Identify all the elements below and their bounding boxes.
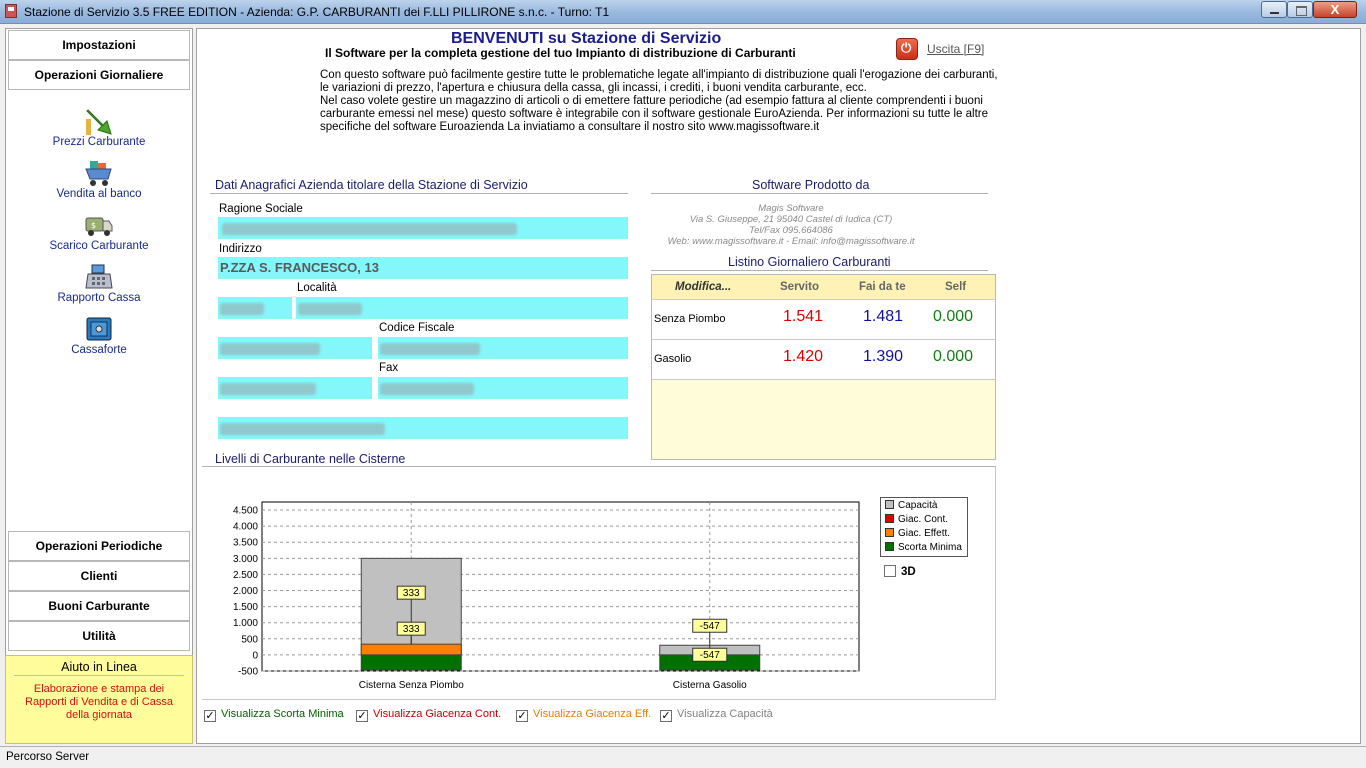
fax-label: Fax [379,362,399,374]
checkbox-3d[interactable] [884,565,916,578]
fuel-name: Senza Piombo [654,313,726,325]
sidebar-item-vendita-al-banco[interactable] [6,159,192,200]
checkbox-label: Visualizza Scorta Minima [221,708,344,720]
sidebar-item-scarico-carburante[interactable] [6,211,192,252]
price-self: 0.000 [933,348,974,365]
legend-label: Giac. Effett. [898,528,951,539]
check-icon: ✓ [205,710,215,722]
legend-swatch [885,500,894,509]
legend-item [885,528,950,540]
close-icon: X [1330,2,1340,17]
cart-icon [84,159,114,187]
checkbox-scorta-minima[interactable] [204,708,344,722]
bar-giacenza-eff [361,644,461,655]
redacted-value [220,383,316,395]
ragione-sociale-field[interactable] [218,217,628,239]
col-self: Self [945,281,967,293]
intro-text: Con questo software può facilmente gestire tutte le problematiche legate all'impianto di distribuzione quali l'erogazione dei carburanti, le variazioni di prezzo, l'apertura e chiusura della cassa, gli incassi, i crediti, i buoni vendita carburante, ecc. Nel caso volete gestire un magazzino di articoli o di emettere fatture periodiche (ad esempio fattura al cliente comprendenti i buoni carburante emessi nel mese) questo software è integrabile con il software gestionale EuroAzienda. Per informazioni su tutte le altre specifiche del software Euroazienda La inviatiamo a consultare il nostro sito www.magissoftware.it [320,69,998,133]
producer-web: Web: www.magissoftware.it - Email: info@magissoftware.it [667,236,915,247]
legend-label: Capacità [898,500,938,511]
data-label: -547 [699,621,720,633]
page-subtitle: Il Software per la completa gestione del tuo Impianto di distribuzione di Carburanti [325,46,796,60]
legend-label: Scorta Minima [898,542,962,553]
modifica-link[interactable]: Modifica... [675,281,732,293]
divider [651,270,988,271]
codice-fiscale-label: Codice Fiscale [379,322,455,334]
legend-item [885,514,948,526]
check-icon: ✓ [517,710,527,722]
redacted-value [298,303,362,315]
y-tick-label: 4.000 [232,521,258,533]
minimize-button[interactable] [1261,1,1287,18]
exit-link[interactable]: Uscita [F9] [927,42,985,56]
chart-legend [880,497,968,557]
redacted-value [220,343,320,355]
price-fai-da-te: 1.390 [863,348,904,365]
data-label: -547 [699,650,720,662]
sidebar-item-label: Vendita al banco [56,188,142,200]
producer-address: Via S. Giuseppe, 21 95040 Castel di Iudica (CT) [689,214,893,225]
plot-area [262,502,859,671]
divider [651,193,988,194]
redacted-value [220,423,385,435]
partita-iva-field[interactable] [218,337,372,359]
help-title: Aiuto in Linea [14,656,184,676]
producer-phone: Tel/Fax 095.664086 [749,225,833,236]
help-panel [5,655,193,744]
sidebar-item-label: Scarico Carburante [49,240,149,252]
category-label: Cisterna Gasolio [672,680,747,691]
check-icon: ✓ [357,710,367,722]
safe-icon [84,315,114,343]
indirizzo-label: Indirizzo [219,243,262,255]
divider [210,193,628,194]
checkbox-label: Visualizza Giacenza Eff. [533,708,652,720]
operazioni-periodiche-button[interactable]: Operazioni Periodiche [8,531,190,561]
data-label: 333 [402,624,420,636]
app-icon [5,4,17,18]
col-servito: Servito [780,281,819,293]
sidebar-item-cassaforte[interactable] [6,315,192,356]
legend-swatch [885,514,894,523]
buoni-carburante-button[interactable]: Buoni Carburante [8,591,190,621]
y-tick-label: 500 [241,634,258,646]
sidebar-item-label: Cassaforte [71,344,127,356]
data-label: 333 [402,588,420,600]
check-icon: ✓ [661,710,671,722]
price-fai-da-te: 1.481 [863,308,904,325]
legend-item [885,542,962,554]
fax-field[interactable] [378,377,628,399]
producer-section-title: Software Prodotto da [752,178,870,192]
truck-icon [84,211,114,239]
status-bar [0,746,1366,768]
legend-label: Giac. Cont. [898,514,949,525]
col-fai-da-te: Fai da te [859,281,906,293]
price-row[interactable] [652,300,995,340]
checkbox-label: 3D [901,566,916,578]
sidebar-item-prezzi-carburante[interactable] [6,107,192,148]
legend-swatch [885,542,894,551]
y-tick-label: 2.000 [232,586,258,598]
company-section-title: Dati Anagrafici Azienda titolare della Stazione di Servizio [215,178,528,192]
redacted-value [222,223,517,235]
page-title: BENVENUTI su Stazione di Servizio [451,30,722,47]
checkbox-box [884,565,896,577]
checkbox-giacenza-cont[interactable] [356,708,501,722]
cap-field[interactable] [218,297,292,319]
indirizzo-field[interactable]: P.ZZA S. FRANCESCO, 13 [218,257,628,279]
ragione-sociale-label: Ragione Sociale [219,203,303,215]
impostazioni-button[interactable]: Impostazioni [8,30,190,60]
price-table-header [652,275,995,300]
svg-text:$: $ [91,221,97,230]
utilita-button[interactable]: Utilità [8,621,190,651]
sidebar-item-label: Rapporto Cassa [57,292,141,304]
prices-section-title: Listino Giornaliero Carburanti [728,255,891,269]
cash-register-icon [84,263,114,291]
legend-item [885,500,937,512]
levels-section-title: Livelli di Carburante nelle Cisterne [215,452,406,466]
y-tick-label: 0 [252,650,258,662]
redacted-value [380,343,480,355]
category-label: Cisterna Senza Piombo [358,680,464,691]
exit-button[interactable] [896,38,918,60]
price-row[interactable] [652,340,995,380]
status-text: Percorso Server [6,751,90,763]
close-button[interactable] [1313,1,1357,18]
operazioni-giornaliere-button[interactable]: Operazioni Giornaliere [8,60,190,90]
email-field[interactable] [218,417,628,439]
redacted-value [380,383,474,395]
sidebar-item-label: Prezzi Carburante [52,136,146,148]
telefono-field[interactable] [218,377,372,399]
redacted-value [220,303,264,315]
codice-fiscale-field[interactable] [378,337,628,359]
price-table [651,274,996,460]
localita-label: Località [297,282,337,294]
window-title: Stazione di Servizio 3.5 FREE EDITION - Azienda: G.P. CARBURANTI dei F.LLI PILLIRONE s.n.c. - Turno: T1 [24,5,610,19]
producer-name: Magis Software [758,203,824,214]
clienti-button[interactable]: Clienti [8,561,190,591]
y-tick-label: -500 [237,666,258,678]
y-tick-label: 2.500 [232,569,258,581]
y-tick-label: 4.500 [232,505,258,517]
bar-scorta-minima [361,655,461,670]
maximize-button[interactable] [1287,1,1313,18]
legend-swatch [885,528,894,537]
price-self: 0.000 [933,308,974,325]
sidebar [5,28,193,744]
sidebar-item-rapporto-cassa[interactable] [6,263,192,304]
fuel-name: Gasolio [654,353,692,365]
y-tick-label: 3.500 [232,537,258,549]
price-servito: 1.420 [783,348,824,365]
title-bar [0,0,1366,24]
checkbox-label: Visualizza Capacità [677,708,773,720]
localita-field[interactable] [296,297,628,319]
help-text: Elaborazione e stampa dei Rapporti di Vendita e di Cassa della giornata [25,683,173,721]
checkbox-label: Visualizza Giacenza Cont. [373,708,502,720]
price-arrow-icon [84,107,114,135]
y-tick-label: 1.500 [232,602,258,614]
y-tick-label: 3.000 [232,553,258,565]
checkbox-capacita[interactable] [660,708,773,722]
y-tick-label: 1.000 [232,618,258,630]
price-servito: 1.541 [783,308,824,325]
tank-levels-chart [204,490,874,695]
checkbox-giacenza-eff[interactable] [516,708,651,722]
